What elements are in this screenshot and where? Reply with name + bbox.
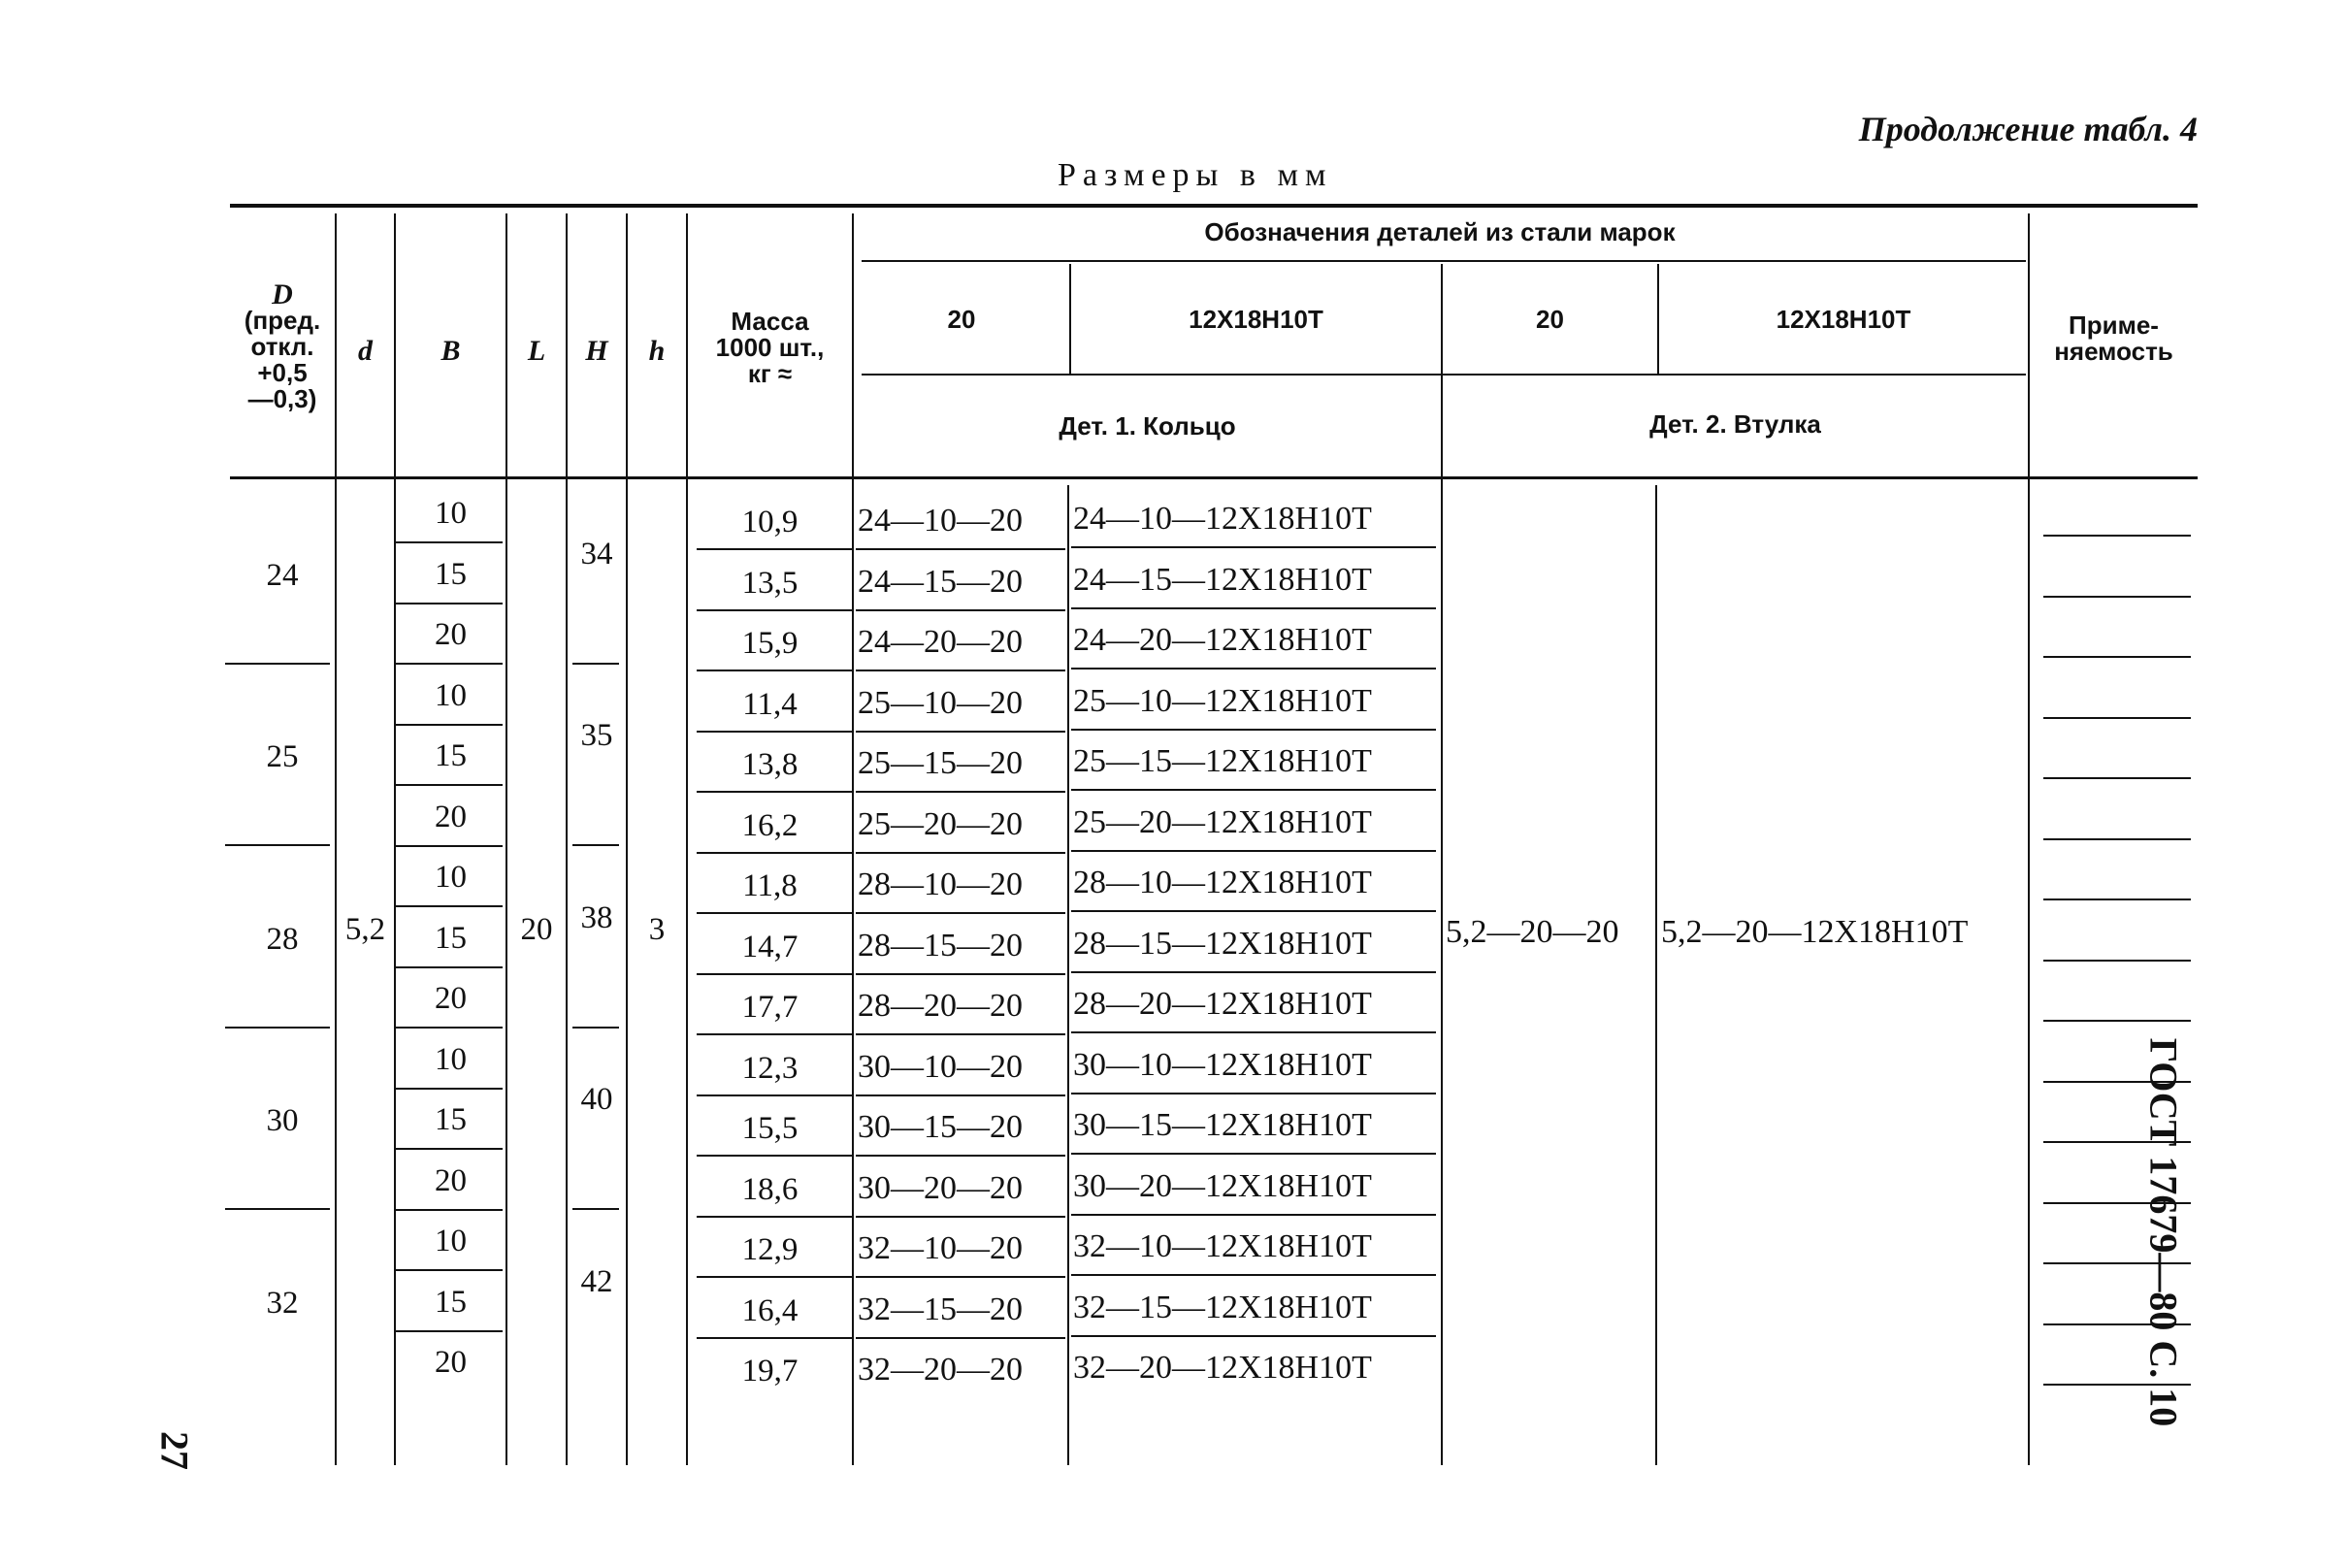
header-D-note-4: —0,3) — [247, 384, 317, 413]
row-rule-B — [396, 603, 503, 604]
row-rule-B — [396, 1330, 503, 1332]
row-rule-B — [396, 1269, 503, 1271]
col-rule-applicability-left — [2028, 213, 2030, 1465]
cell-mass: 11,8 — [742, 868, 798, 903]
row-rule-part1-20 — [856, 1337, 1065, 1339]
header-D-note-3: +0,5 — [257, 358, 308, 387]
cell-H: 40 — [580, 1082, 613, 1118]
row-rule-part1-steel — [1071, 607, 1436, 609]
cell-mass: 19,7 — [741, 1354, 799, 1388]
cell-part1-steel: 32—15—12Х18Н10Т — [1073, 1289, 1372, 1325]
cell-mass: 17,7 — [741, 990, 799, 1025]
shared-L-value: 20 — [520, 912, 553, 947]
row-rule-part1-steel — [1071, 850, 1436, 852]
cell-mass: 13,5 — [741, 565, 799, 601]
cell-part1-steel: 30—20—12Х18Н10Т — [1073, 1167, 1372, 1204]
cell-part1-steel: 30—15—12Х18Н10Т — [1073, 1107, 1372, 1143]
cell-part1-steel: 24—15—12Х18Н10Т — [1073, 561, 1372, 598]
row-rule-applicability — [2043, 656, 2191, 658]
cell-part1-20: 32—20—20 — [858, 1352, 1023, 1388]
cell-part1-20: 28—15—20 — [858, 927, 1023, 964]
row-rule-mass — [697, 852, 852, 854]
group-rule-D — [225, 1027, 330, 1029]
row-rule-mass — [697, 912, 852, 914]
cell-part1-steel: 30—10—12Х18Н10Т — [1073, 1046, 1372, 1083]
row-rule-part1-steel — [1071, 789, 1436, 791]
group-rule-D — [225, 663, 330, 665]
cell-part1-steel: 28—20—12Х18Н10Т — [1073, 986, 1372, 1022]
row-rule-B — [396, 1027, 503, 1029]
row-rule-part1-steel — [1071, 1093, 1436, 1094]
table-continuation-caption: Продолжение табл. 4 — [1858, 110, 2198, 148]
designation-header-rule — [862, 260, 2026, 262]
row-rule-part1-20 — [856, 731, 1065, 733]
cell-D: 28 — [266, 921, 299, 957]
col-rule-h-left — [626, 213, 628, 1465]
col-rule-part2-left — [1441, 264, 1443, 1465]
row-rule-B — [396, 1209, 503, 1211]
row-rule-part1-steel — [1071, 1153, 1436, 1155]
cell-mass: 13,8 — [741, 747, 799, 782]
cell-part1-steel: 28—10—12Х18Н10Т — [1073, 865, 1372, 900]
cell-mass: 16,2 — [741, 807, 799, 843]
cell-part1-steel: 25—20—12Х18Н10Т — [1073, 803, 1372, 840]
header-steel-20-part2: 20 — [1536, 305, 1564, 334]
cell-B: 15 — [435, 1102, 467, 1137]
row-rule-B — [396, 966, 503, 968]
row-rule-mass — [697, 670, 852, 671]
row-rule-part1-steel — [1071, 971, 1436, 973]
row-rule-part1-20 — [856, 912, 1065, 914]
row-rule-part1-20 — [856, 609, 1065, 611]
row-rule-B — [396, 663, 503, 665]
row-rule-part1-steel — [1071, 546, 1436, 548]
col-rule-B-left — [394, 213, 396, 1465]
cell-part1-20: 28—10—20 — [858, 866, 1023, 902]
header-part1: Дет. 1. Кольцо — [1059, 411, 1236, 441]
cell-D: 32 — [266, 1285, 299, 1321]
cell-B: 20 — [435, 981, 467, 1016]
row-rule-mass — [697, 731, 852, 733]
col-rule-part1-left — [852, 213, 854, 1465]
row-rule-B — [396, 905, 503, 907]
header-applicability-line-1: Приме- — [2069, 310, 2159, 340]
cell-H: 38 — [580, 899, 613, 935]
cell-B: 10 — [435, 1224, 467, 1258]
shared-h-value: 3 — [648, 912, 666, 947]
row-rule-mass — [697, 548, 852, 550]
cell-part1-20: 30—15—20 — [858, 1109, 1023, 1145]
cell-part1-20: 25—20—20 — [858, 805, 1023, 842]
cell-part1-steel: 24—20—12Х18Н10Т — [1073, 622, 1372, 658]
row-rule-B — [396, 784, 503, 786]
cell-mass: 12,3 — [741, 1050, 799, 1086]
row-rule-applicability — [2043, 777, 2191, 779]
cell-H: 34 — [580, 536, 613, 572]
header-applicability-line-2: няемость — [2054, 337, 2173, 366]
cell-mass: 11,4 — [742, 686, 798, 722]
cell-mass: 15,9 — [741, 626, 799, 661]
row-rule-mass — [697, 1276, 852, 1278]
row-rule-part1-20 — [856, 548, 1065, 550]
group-rule-H — [572, 1208, 619, 1210]
cell-B: 10 — [435, 860, 467, 895]
row-rule-mass — [697, 1216, 852, 1218]
cell-mass: 18,6 — [741, 1171, 799, 1207]
steel-header-rule — [862, 374, 2026, 376]
header-steel-20-part1: 20 — [947, 305, 976, 334]
row-rule-B — [396, 1148, 503, 1150]
cell-B: 15 — [435, 738, 467, 773]
group-rule-D — [225, 844, 330, 846]
header-h: h — [648, 335, 666, 367]
cell-part1-20: 30—10—20 — [858, 1048, 1023, 1085]
cell-B: 10 — [435, 1041, 467, 1077]
cell-part1-steel: 25—10—12Х18Н10Т — [1073, 682, 1372, 719]
row-rule-mass — [697, 609, 852, 611]
row-rule-applicability — [2043, 535, 2191, 537]
row-rule-mass — [697, 791, 852, 793]
row-rule-applicability — [2043, 717, 2191, 719]
col-rule-L-left — [505, 213, 507, 1465]
cell-part1-20: 30—20—20 — [858, 1169, 1023, 1206]
row-rule-part1-20 — [856, 1033, 1065, 1035]
header-applicability — [2030, 312, 2198, 365]
row-rule-applicability — [2043, 898, 2191, 900]
col-rule-part1-mid-body — [1067, 485, 1069, 1465]
header-D-note-1: (пред. — [244, 306, 321, 335]
cell-part1-20: 28—20—20 — [858, 988, 1023, 1024]
cell-B: 20 — [435, 617, 467, 652]
cell-B: 20 — [435, 1162, 467, 1198]
row-rule-mass — [697, 1094, 852, 1096]
row-rule-part1-20 — [856, 852, 1065, 854]
row-rule-mass — [697, 1155, 852, 1157]
cell-part1-20: 24—10—20 — [858, 503, 1023, 539]
row-rule-part1-20 — [856, 1155, 1065, 1157]
cell-B: 15 — [435, 556, 467, 592]
row-rule-part1-steel — [1071, 729, 1436, 731]
row-rule-B — [396, 541, 503, 543]
row-rule-mass — [697, 1033, 852, 1035]
row-rule-part1-20 — [856, 791, 1065, 793]
header-D-note-2: откл. — [250, 332, 314, 361]
header-mass — [688, 309, 852, 387]
cell-part1-20: 32—10—20 — [858, 1230, 1023, 1266]
cell-D: 25 — [266, 739, 299, 775]
row-rule-part1-20 — [856, 1094, 1065, 1096]
cell-mass: 16,4 — [741, 1292, 799, 1328]
shared-part2-20: 5,2—20—20 — [1446, 914, 1619, 950]
cell-B: 15 — [435, 920, 467, 956]
header-mass-line-1: Масса — [731, 307, 809, 336]
row-rule-part1-steel — [1071, 1214, 1436, 1216]
cell-H: 42 — [580, 1263, 613, 1299]
header-mass-line-3: кг ≈ — [747, 359, 793, 388]
header-steel-12x18-part2: 12Х18Н10Т — [1776, 305, 1911, 334]
group-rule-H — [572, 663, 619, 665]
row-rule-part1-steel — [1071, 1031, 1436, 1033]
row-rule-applicability — [2043, 838, 2191, 840]
row-rule-B — [396, 1088, 503, 1090]
header-D — [230, 278, 335, 413]
row-rule-part1-20 — [856, 973, 1065, 975]
shared-part2-steel: 5,2—20—12Х18Н10Т — [1661, 914, 1969, 950]
header-d: d — [358, 335, 373, 367]
row-rule-applicability — [2043, 1020, 2191, 1022]
row-rule-part1-steel — [1071, 1274, 1436, 1276]
row-rule-part1-steel — [1071, 1335, 1436, 1337]
cell-mass: 10,9 — [741, 505, 799, 539]
row-rule-part1-steel — [1071, 910, 1436, 912]
group-rule-H — [572, 844, 619, 846]
header-L: L — [527, 335, 546, 367]
units-caption: Размеры в мм — [1058, 157, 1333, 193]
row-rule-mass — [697, 973, 852, 975]
header-bottom-rule — [230, 476, 2198, 479]
cell-part1-steel: 25—15—12Х18Н10Т — [1073, 743, 1372, 779]
header-part2: Дет. 2. Втулка — [1649, 409, 1821, 439]
header-mass-line-2: 1000 шт., — [715, 333, 825, 362]
group-rule-D — [225, 1208, 330, 1210]
row-rule-mass — [697, 1337, 852, 1339]
document-side-title: ГОСТ 17679—80 С. 10 — [2141, 1037, 2186, 1427]
header-steel-12x18-part1: 12Х18Н10Т — [1189, 305, 1323, 334]
cell-B: 20 — [435, 799, 467, 834]
cell-part1-steel: 32—20—12Х18Н10Т — [1073, 1350, 1372, 1386]
row-rule-part1-20 — [856, 1216, 1065, 1218]
header-B: B — [440, 335, 461, 367]
cell-B: 10 — [435, 677, 467, 713]
row-rule-part1-20 — [856, 1276, 1065, 1278]
cell-part1-steel: 24—10—12Х18Н10Т — [1073, 501, 1372, 537]
row-rule-applicability — [2043, 960, 2191, 962]
cell-B: 10 — [435, 496, 467, 531]
group-rule-H — [572, 1027, 619, 1029]
cell-D: 24 — [266, 557, 299, 593]
row-rule-B — [396, 724, 503, 726]
cell-part1-20: 32—15—20 — [858, 1290, 1023, 1327]
table-top-rule — [230, 204, 2198, 208]
page-number: 27 — [152, 1431, 197, 1470]
cell-part1-steel: 32—10—12Х18Н10Т — [1073, 1228, 1372, 1264]
row-rule-B — [396, 845, 503, 847]
cell-H: 35 — [580, 718, 613, 754]
header-designations: Обозначения деталей из стали марок — [1204, 217, 1676, 246]
header-H: H — [585, 335, 608, 367]
cell-part1-20: 24—20—20 — [858, 624, 1023, 660]
cell-part1-steel: 28—15—12Х18Н10Т — [1073, 925, 1372, 962]
cell-mass: 15,5 — [741, 1111, 799, 1146]
cell-B: 15 — [435, 1284, 467, 1320]
cell-B: 20 — [435, 1345, 467, 1380]
shared-d-value: 5,2 — [344, 912, 386, 947]
col-rule-d-left — [335, 213, 337, 1465]
cell-part1-20: 25—15—20 — [858, 745, 1023, 781]
cell-mass: 14,7 — [741, 929, 799, 964]
cell-part1-20: 24—15—20 — [858, 563, 1023, 600]
cell-D: 30 — [266, 1103, 299, 1139]
col-rule-part2-mid-body — [1655, 485, 1657, 1465]
cell-mass: 12,9 — [741, 1232, 799, 1267]
row-rule-part1-20 — [856, 670, 1065, 671]
row-rule-part1-steel — [1071, 668, 1436, 670]
cell-part1-20: 25—10—20 — [858, 684, 1023, 721]
row-rule-applicability — [2043, 596, 2191, 598]
header-D-symbol: D — [272, 278, 293, 310]
